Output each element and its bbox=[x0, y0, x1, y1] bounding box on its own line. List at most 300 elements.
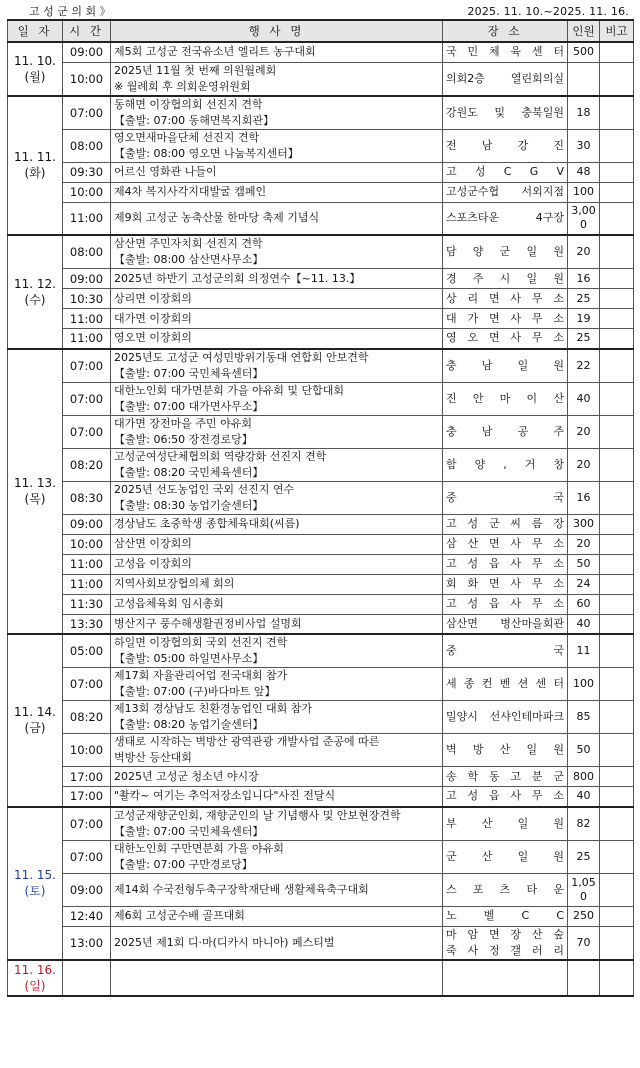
table-row bbox=[8, 162, 634, 182]
event-time: 09:00 bbox=[63, 873, 111, 906]
table-row bbox=[8, 235, 634, 269]
event-time: 07:00 bbox=[63, 349, 111, 383]
event-place-cell bbox=[443, 329, 568, 349]
event-time: 07:00 bbox=[63, 96, 111, 130]
table-row bbox=[8, 574, 634, 594]
note-cell bbox=[600, 767, 634, 787]
note-cell bbox=[600, 42, 634, 62]
event-name-cell bbox=[111, 235, 443, 269]
event-detail: 【출발: 08:30 농업기술센터】 bbox=[114, 498, 264, 512]
empty-cell bbox=[568, 960, 600, 996]
attendee-count: 300 bbox=[568, 514, 600, 534]
event-time: 11:00 bbox=[63, 202, 111, 235]
event-name-cell bbox=[111, 382, 443, 415]
event-place-cell bbox=[443, 202, 568, 235]
attendee-count: 20 bbox=[568, 415, 600, 448]
event-name-cell bbox=[111, 787, 443, 807]
note-cell bbox=[600, 415, 634, 448]
event-place-cell bbox=[443, 182, 568, 202]
event-place: 송 학 동 고 분 군 bbox=[446, 769, 564, 783]
note-cell bbox=[600, 594, 634, 614]
event-place: 마 암 면 장 산 숲 bbox=[446, 927, 564, 941]
event-name-cell bbox=[111, 269, 443, 289]
event-name: 2025년 제1회 디·마(디카시 마니아) 페스티벌 bbox=[114, 935, 335, 949]
empty-cell bbox=[111, 960, 443, 996]
event-time: 09:00 bbox=[63, 42, 111, 62]
event-name-cell bbox=[111, 289, 443, 309]
event-time: 17:00 bbox=[63, 767, 111, 787]
table-row bbox=[8, 129, 634, 162]
event-place-cell bbox=[443, 289, 568, 309]
event-place-cell bbox=[443, 62, 568, 96]
day-cell bbox=[8, 634, 63, 807]
attendee-count: 20 bbox=[568, 235, 600, 269]
attendee-count: 70 bbox=[568, 926, 600, 960]
event-time: 08:20 bbox=[63, 448, 111, 481]
event-place-cell bbox=[443, 309, 568, 329]
day-of-week: (화) bbox=[24, 166, 46, 181]
table-row bbox=[8, 448, 634, 481]
event-name-cell bbox=[111, 906, 443, 926]
event-time: 11:00 bbox=[63, 329, 111, 349]
table-row bbox=[8, 349, 634, 383]
table-row bbox=[8, 873, 634, 906]
council-title: 고 성 군 의 회 》 bbox=[29, 5, 111, 18]
event-name: 영오면새마을단체 선진지 견학 bbox=[114, 130, 260, 144]
event-name: 삼산면 주민자치회 선진지 견학 bbox=[114, 237, 263, 250]
event-name-cell bbox=[111, 634, 443, 668]
event-time: 07:00 bbox=[63, 840, 111, 873]
event-name: 생태로 시작하는 벽방산 광역관광 개발사업 준공에 따른 bbox=[114, 735, 380, 748]
event-name-cell bbox=[111, 873, 443, 906]
event-time: 10:00 bbox=[63, 534, 111, 554]
note-cell bbox=[600, 481, 634, 514]
note-cell bbox=[600, 96, 634, 130]
event-place: 강원도 및 충북일원 bbox=[446, 105, 564, 119]
day-cell bbox=[8, 235, 63, 349]
event-name: 2025년 선도농업인 국외 선진지 연수 bbox=[114, 482, 295, 496]
note-cell bbox=[600, 309, 634, 329]
note-cell bbox=[600, 614, 634, 634]
event-time: 08:30 bbox=[63, 481, 111, 514]
col-event: 행 사 명 bbox=[111, 20, 443, 42]
event-detail: 【출발: 07:00 동해면복지회관】 bbox=[114, 113, 275, 127]
event-place: 밀양시 선샤인테마파크 bbox=[446, 710, 564, 723]
event-place-cell bbox=[443, 129, 568, 162]
event-place-cell bbox=[443, 42, 568, 62]
schedule-body bbox=[8, 42, 634, 996]
table-row bbox=[8, 787, 634, 807]
note-cell bbox=[600, 926, 634, 960]
event-name: 제13회 경상남도 친환경농업인 대회 참가 bbox=[114, 702, 312, 715]
attendee-count: 16 bbox=[568, 269, 600, 289]
page-header bbox=[7, 3, 633, 19]
attendee-count: 60 bbox=[568, 594, 600, 614]
event-time: 13:00 bbox=[63, 926, 111, 960]
event-name-cell bbox=[111, 42, 443, 62]
table-row bbox=[8, 554, 634, 574]
event-place-cell bbox=[443, 235, 568, 269]
event-place: 진 안 마 이 산 bbox=[446, 391, 564, 405]
event-place: 중 국 bbox=[446, 490, 564, 504]
event-place: 노 벨 C C bbox=[446, 909, 564, 922]
table-row bbox=[8, 906, 634, 926]
attendee-count: 40 bbox=[568, 614, 600, 634]
event-place: 영 오 면 사 무 소 bbox=[446, 331, 564, 345]
event-time: 13:30 bbox=[63, 614, 111, 634]
day-cell bbox=[8, 807, 63, 960]
note-cell bbox=[600, 634, 634, 668]
event-place-cell bbox=[443, 906, 568, 926]
event-place-cell bbox=[443, 269, 568, 289]
attendee-count: 500 bbox=[568, 42, 600, 62]
table-row bbox=[8, 182, 634, 202]
event-time: 11:00 bbox=[63, 309, 111, 329]
event-name: "촬칵~ 여기는 추억저장소입니다"사진 전달식 bbox=[114, 789, 336, 803]
day-of-week: (목) bbox=[24, 492, 46, 507]
event-time: 08:20 bbox=[63, 701, 111, 734]
event-name-cell bbox=[111, 309, 443, 329]
event-place-cell bbox=[443, 614, 568, 634]
day-date: 11. 13. bbox=[14, 476, 56, 491]
table-row bbox=[8, 42, 634, 62]
event-place: 대 가 면 사 무 소 bbox=[446, 311, 564, 325]
event-time: 07:00 bbox=[63, 807, 111, 841]
event-name: 2025년 하반기 고성군의회 의정연수【~11. 13.】 bbox=[114, 271, 361, 285]
event-detail: 【출발: 08:20 농업기술센터】 bbox=[114, 718, 264, 731]
attendee-count: 25 bbox=[568, 289, 600, 309]
event-name-cell bbox=[111, 594, 443, 614]
header-row bbox=[8, 20, 634, 42]
attendee-count: 100 bbox=[568, 668, 600, 701]
table-row bbox=[8, 767, 634, 787]
table-row bbox=[8, 202, 634, 235]
attendee-count bbox=[568, 62, 600, 96]
event-place-cell bbox=[443, 162, 568, 182]
event-place-cell bbox=[443, 96, 568, 130]
attendee-count: 11 bbox=[568, 634, 600, 668]
event-place: 고 성 읍 사 무 소 bbox=[446, 789, 564, 803]
attendee-count: 40 bbox=[568, 787, 600, 807]
table-row bbox=[8, 807, 634, 841]
event-place: 중 국 bbox=[446, 644, 564, 657]
event-detail: 【출발: 05:00 하일면사무소】 bbox=[114, 652, 264, 665]
event-name-cell bbox=[111, 96, 443, 130]
event-name: 대한노인회 구만면분회 가을 야유회 bbox=[114, 841, 284, 855]
event-place-cell bbox=[443, 481, 568, 514]
event-time: 11:30 bbox=[63, 594, 111, 614]
attendee-count: 40 bbox=[568, 382, 600, 415]
event-name-cell bbox=[111, 574, 443, 594]
event-detail: 【출발: 07:00 국민체육센터】 bbox=[114, 366, 264, 380]
attendee-count: 100 bbox=[568, 182, 600, 202]
event-time: 10:00 bbox=[63, 182, 111, 202]
day-date: 11. 14. bbox=[14, 705, 56, 720]
event-name-cell bbox=[111, 614, 443, 634]
event-name-cell bbox=[111, 514, 443, 534]
event-place-cell bbox=[443, 415, 568, 448]
event-time: 11:00 bbox=[63, 574, 111, 594]
event-name-cell bbox=[111, 329, 443, 349]
empty-cell bbox=[600, 960, 634, 996]
event-place: 스 포 츠 타 운 bbox=[446, 882, 564, 896]
event-place-cell bbox=[443, 448, 568, 481]
note-cell bbox=[600, 269, 634, 289]
event-name: 고성읍체육회 임시총회 bbox=[114, 597, 224, 610]
col-date: 일 자 bbox=[8, 20, 63, 42]
note-cell bbox=[600, 574, 634, 594]
event-place: 삼산면 병산마을회관 bbox=[446, 616, 564, 630]
attendee-count: 19 bbox=[568, 309, 600, 329]
event-name: 제6회 고성군수배 골프대회 bbox=[114, 909, 245, 922]
event-name-cell bbox=[111, 162, 443, 182]
event-time: 07:00 bbox=[63, 382, 111, 415]
day-of-week: (수) bbox=[24, 292, 46, 307]
event-name: 어르신 영화관 나들이 bbox=[114, 165, 217, 178]
note-cell bbox=[600, 534, 634, 554]
event-place-cell bbox=[443, 926, 568, 960]
event-time: 08:00 bbox=[63, 129, 111, 162]
event-name-cell bbox=[111, 701, 443, 734]
event-place-cell bbox=[443, 634, 568, 668]
event-time: 08:00 bbox=[63, 235, 111, 269]
table-row bbox=[8, 594, 634, 614]
event-detail: 【출발: 07:00 (구)바다마트 앞】 bbox=[114, 685, 276, 698]
attendee-count: 82 bbox=[568, 807, 600, 841]
note-cell bbox=[600, 873, 634, 906]
event-place: 의회2층 열린회의실 bbox=[446, 71, 564, 85]
attendee-count: 24 bbox=[568, 574, 600, 594]
event-time: 09:30 bbox=[63, 162, 111, 182]
event-time: 10:30 bbox=[63, 289, 111, 309]
event-place: 고 성 군 씨 름 장 bbox=[446, 517, 564, 530]
event-time: 10:00 bbox=[63, 62, 111, 96]
event-place: 스포츠타운 4구장 bbox=[446, 211, 564, 225]
event-name-cell bbox=[111, 202, 443, 235]
attendee-count: 85 bbox=[568, 701, 600, 734]
event-name: 경상남도 초중학생 종합체육대회(씨름) bbox=[114, 517, 300, 530]
event-name: 고성읍 이장회의 bbox=[114, 557, 192, 570]
day-cell bbox=[8, 96, 63, 236]
attendee-count: 20 bbox=[568, 534, 600, 554]
event-place: 충 남 공 주 bbox=[446, 424, 564, 438]
event-place-cell bbox=[443, 701, 568, 734]
day-date: 11. 12. bbox=[14, 276, 56, 291]
event-name: 고성군재향군인회, 재향군인의 날 기념행사 및 안보현장견학 bbox=[114, 808, 401, 822]
note-cell bbox=[600, 701, 634, 734]
attendee-count: 250 bbox=[568, 906, 600, 926]
event-place: 삼 산 면 사 무 소 bbox=[446, 537, 564, 550]
event-place-line2: 죽 사 정 갤 러 리 bbox=[446, 943, 564, 957]
event-name: 2025년도 고성군 여성민방위기동대 연합회 안보견학 bbox=[114, 350, 369, 364]
event-name: 2025년 고성군 청소년 야시장 bbox=[114, 769, 259, 783]
note-cell bbox=[600, 668, 634, 701]
event-place: 국 민 체 육 센 터 bbox=[446, 45, 564, 59]
event-place: 충 남 일 원 bbox=[446, 358, 564, 372]
attendee-count: 18 bbox=[568, 96, 600, 130]
note-cell bbox=[600, 329, 634, 349]
day-date: 11. 10. bbox=[14, 53, 56, 68]
event-place: 회 화 면 사 무 소 bbox=[446, 577, 564, 590]
event-name: 삼산면 이장회의 bbox=[114, 537, 192, 550]
event-detail: 【출발: 06:50 장전경로당】 bbox=[114, 432, 253, 446]
note-cell bbox=[600, 906, 634, 926]
event-name-cell bbox=[111, 415, 443, 448]
event-place: 전 남 강 진 bbox=[446, 138, 564, 152]
day-date: 11. 16. bbox=[14, 962, 56, 977]
attendee-count: 50 bbox=[568, 554, 600, 574]
event-name-cell bbox=[111, 554, 443, 574]
event-time: 10:00 bbox=[63, 734, 111, 767]
attendee-count: 20 bbox=[568, 448, 600, 481]
event-place-cell bbox=[443, 534, 568, 554]
table-row bbox=[8, 382, 634, 415]
event-place: 고 성 읍 사 무 소 bbox=[446, 557, 564, 570]
table-row bbox=[8, 96, 634, 130]
event-time: 17:00 bbox=[63, 787, 111, 807]
event-place: 세 종 컨 벤 션 센 터 bbox=[446, 677, 564, 690]
note-cell bbox=[600, 382, 634, 415]
note-cell bbox=[600, 289, 634, 309]
table-row bbox=[8, 329, 634, 349]
event-place: 벽 방 산 일 원 bbox=[446, 743, 564, 756]
event-name-cell bbox=[111, 734, 443, 767]
event-name-cell bbox=[111, 807, 443, 841]
event-detail: 【출발: 07:00 구만경로당】 bbox=[114, 857, 253, 871]
table-row bbox=[8, 734, 634, 767]
table-row bbox=[8, 534, 634, 554]
event-detail: 【출발: 08:20 국민체육센터】 bbox=[114, 465, 264, 479]
table-row bbox=[8, 960, 634, 996]
day-date: 11. 15. bbox=[14, 868, 56, 882]
event-name-cell bbox=[111, 840, 443, 873]
event-name: 대가면 장전마을 주민 야유회 bbox=[114, 416, 253, 430]
event-place-cell bbox=[443, 382, 568, 415]
event-place: 군 산 일 원 bbox=[446, 849, 564, 863]
empty-cell bbox=[443, 960, 568, 996]
col-note: 비고 bbox=[600, 20, 634, 42]
day-cell bbox=[8, 960, 63, 996]
event-name: 2025년 11월 첫 번째 의원월례회 bbox=[114, 63, 277, 77]
note-cell bbox=[600, 182, 634, 202]
event-name: 하일면 이장협의회 국외 선진지 견학 bbox=[114, 636, 288, 649]
table-row bbox=[8, 62, 634, 96]
event-time: 09:00 bbox=[63, 269, 111, 289]
event-detail: 벽방산 등산대회 bbox=[114, 751, 192, 764]
event-place-cell bbox=[443, 668, 568, 701]
attendee-count: 48 bbox=[568, 162, 600, 182]
table-row bbox=[8, 840, 634, 873]
event-place-cell bbox=[443, 840, 568, 873]
event-place-cell bbox=[443, 767, 568, 787]
day-of-week: (일) bbox=[24, 978, 46, 993]
event-place: 함 양 , 거 창 bbox=[446, 457, 564, 471]
event-name: 제14회 수국전형두축구장학재단배 생활체육축구대회 bbox=[114, 882, 369, 896]
attendee-count: 1,050 bbox=[568, 873, 600, 906]
event-name-cell bbox=[111, 534, 443, 554]
note-cell bbox=[600, 202, 634, 235]
event-place-cell bbox=[443, 594, 568, 614]
table-row bbox=[8, 481, 634, 514]
event-detail: 【출발: 08:00 삼산면사무소】 bbox=[114, 253, 264, 266]
col-count: 인원 bbox=[568, 20, 600, 42]
event-time: 07:00 bbox=[63, 415, 111, 448]
attendee-count: 16 bbox=[568, 481, 600, 514]
note-cell bbox=[600, 448, 634, 481]
day-of-week: (토) bbox=[24, 884, 46, 898]
event-name-cell bbox=[111, 926, 443, 960]
event-name: 제5회 고성군 전국유소년 엘리트 농구대회 bbox=[114, 45, 316, 59]
note-cell bbox=[600, 554, 634, 574]
event-name: 제4차 복지사각지대발굴 캠페인 bbox=[114, 185, 267, 198]
table-row bbox=[8, 514, 634, 534]
event-place-cell bbox=[443, 514, 568, 534]
event-place: 경 주 시 일 원 bbox=[446, 271, 564, 285]
event-place: 고 성 읍 사 무 소 bbox=[446, 597, 564, 610]
table-row bbox=[8, 614, 634, 634]
table-row bbox=[8, 701, 634, 734]
schedule-table bbox=[7, 19, 634, 997]
event-name-cell bbox=[111, 182, 443, 202]
event-name: 제17회 자율관리어업 전국대회 참가 bbox=[114, 669, 288, 682]
event-place-cell bbox=[443, 349, 568, 383]
event-place: 고 성 C G V bbox=[446, 165, 564, 178]
event-place-cell bbox=[443, 554, 568, 574]
attendee-count: 30 bbox=[568, 129, 600, 162]
event-detail: ※ 월례회 후 의회운영위원회 bbox=[114, 79, 251, 93]
table-row bbox=[8, 289, 634, 309]
attendee-count: 25 bbox=[568, 840, 600, 873]
event-name: 동해면 이장협의회 선진지 견학 bbox=[114, 97, 263, 111]
attendee-count: 25 bbox=[568, 329, 600, 349]
event-place-cell bbox=[443, 787, 568, 807]
note-cell bbox=[600, 129, 634, 162]
event-place: 상 리 면 사 무 소 bbox=[446, 291, 564, 305]
day-cell bbox=[8, 42, 63, 96]
event-name-cell bbox=[111, 668, 443, 701]
note-cell bbox=[600, 235, 634, 269]
attendee-count: 50 bbox=[568, 734, 600, 767]
note-cell bbox=[600, 349, 634, 383]
event-time: 07:00 bbox=[63, 668, 111, 701]
event-place: 고성군수협 서외지점 bbox=[446, 185, 564, 198]
event-place-cell bbox=[443, 807, 568, 841]
table-row bbox=[8, 668, 634, 701]
event-time: 11:00 bbox=[63, 554, 111, 574]
event-name-cell bbox=[111, 448, 443, 481]
event-name: 병산지구 풍수해생활권정비사업 설명회 bbox=[114, 616, 302, 630]
day-date: 11. 11. bbox=[14, 150, 56, 165]
table-row bbox=[8, 634, 634, 668]
col-place: 장 소 bbox=[443, 20, 568, 42]
event-name-cell bbox=[111, 62, 443, 96]
note-cell bbox=[600, 62, 634, 96]
event-name: 고성군여성단체협의회 역량강화 선진지 견학 bbox=[114, 449, 327, 463]
event-name-cell bbox=[111, 349, 443, 383]
date-range: 2025. 11. 10.~2025. 11. 16. bbox=[467, 4, 629, 18]
event-place: 담 양 군 일 원 bbox=[446, 245, 564, 258]
event-time: 12:40 bbox=[63, 906, 111, 926]
event-name-cell bbox=[111, 129, 443, 162]
col-time: 시 간 bbox=[63, 20, 111, 42]
event-detail: 【출발: 07:00 대가면사무소】 bbox=[114, 399, 264, 413]
note-cell bbox=[600, 787, 634, 807]
event-name: 지역사회보장협의체 회의 bbox=[114, 577, 235, 590]
note-cell bbox=[600, 162, 634, 182]
event-name: 대가면 이장회의 bbox=[114, 311, 192, 325]
note-cell bbox=[600, 514, 634, 534]
empty-cell bbox=[63, 960, 111, 996]
